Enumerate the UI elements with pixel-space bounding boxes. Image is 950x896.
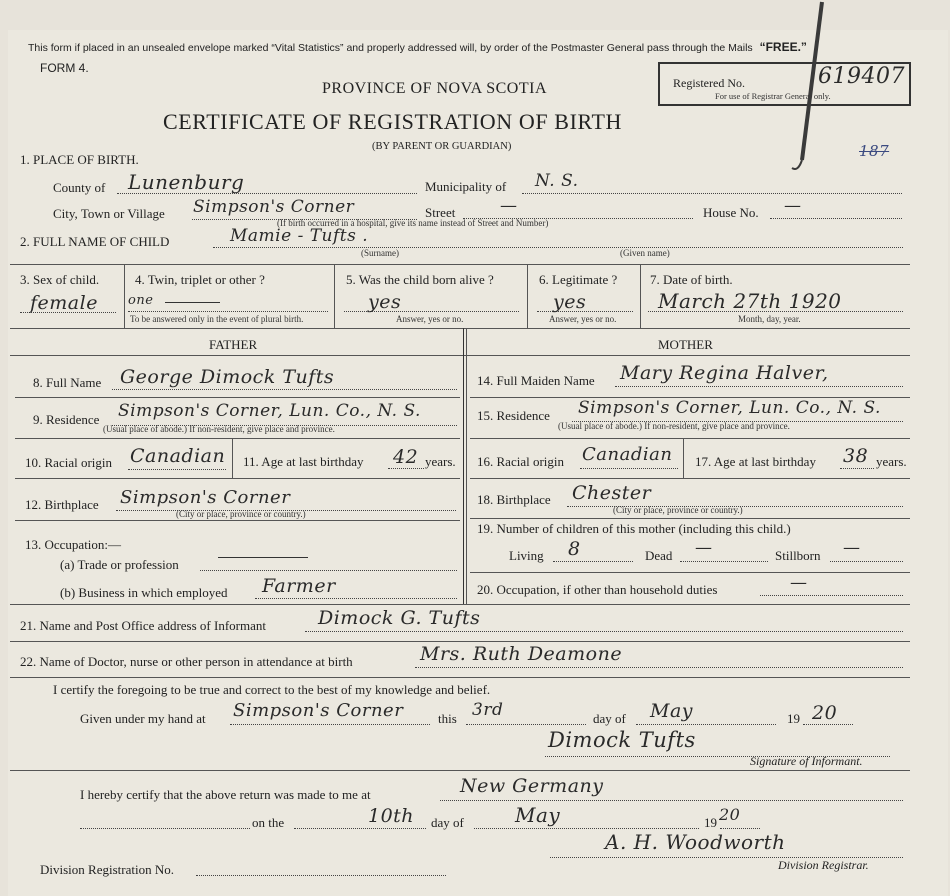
cert-year-line [803,724,853,725]
certification-rule [10,770,910,771]
row3-divider-3 [527,264,528,328]
stillborn-value: — [843,538,861,558]
mother-birthplace-label: 18. Birthplace [477,492,551,507]
mother-name-line [615,386,903,387]
place-of-birth-label: 1. PLACE OF BIRTH. [20,152,139,167]
mother-age-value: 38 [843,445,869,467]
mother-years-label: years. [876,454,907,469]
living-value: 8 [568,538,581,560]
division-reg-no-line [196,875,446,876]
certify-statement: I certify the foregoing to be true and correct to the best of my knowledge and belief. [53,682,491,697]
cert-day-line [466,724,586,725]
mother-row-rule-4 [470,518,910,519]
child-name-line [213,247,903,248]
side-number: 187 [859,142,890,160]
father-row-rule-2 [15,438,460,439]
house-value: — [784,196,802,216]
registered-number: 619407 [818,64,905,89]
county-value: Lunenburg [128,170,245,194]
municipality-line [522,193,902,194]
father-racial-value: Canadian [130,445,226,467]
street-label: Street [425,205,456,220]
province-heading: PROVINCE OF NOVA SCOTIA [322,80,548,97]
father-racial-label: 10. Racial origin [25,455,113,470]
legitimate-value: yes [553,291,587,313]
reg-day-value: 10th [368,805,415,827]
living-line [553,561,633,562]
reg-year-prefix: 19 [704,815,717,830]
father-birthplace-value: Simpson's Corner [120,487,291,508]
alive-value: yes [368,291,402,313]
mother-birthplace-value: Chester [572,482,652,504]
mother-row-rule-5 [470,572,910,573]
pencil-stroke-path [802,2,822,160]
alive-note: Answer, yes or no. [396,314,464,324]
stillborn-line [830,561,903,562]
child-name-value: Mamie - Tufts . [230,226,369,246]
trade-line [200,570,457,571]
county-label: County of [53,180,106,195]
cert-month-line [636,724,776,725]
on-the-label: on the [252,815,285,830]
informant-rule [10,641,910,642]
row3-divider-4 [640,264,641,328]
reg-day-line [294,828,426,829]
twin-line [128,311,328,312]
father-name-value: George Dimock Tufts [120,366,335,388]
registrar-caption: Division Registrar. [778,858,869,872]
row3-divider-1 [124,264,125,328]
city-label: City, Town or Village [53,206,165,221]
registrar-use-note: For use of Registrar General only. [715,91,831,101]
return-place-line [440,800,903,801]
certificate-title: CERTIFICATE OF REGISTRATION OF BIRTH [163,109,622,134]
child-name-label: 2. FULL NAME OF CHILD [20,234,170,249]
twin-label: 4. Twin, triplet or other ? [135,272,265,287]
date-of-birth-label: 7. Date of birth. [650,272,733,287]
reg-year-line [720,828,760,829]
mother-racial-line [580,468,678,469]
dead-label: Dead [645,548,673,563]
parents-center-divider-2 [466,328,467,604]
street-value: — [500,196,518,216]
reg-month-value: May [515,803,561,827]
business-value: Farmer [262,575,336,597]
parents-bottom-rule [10,604,910,605]
hospital-note: (If birth occurred in a hospital, give its name instead of Street and Number) [277,218,549,228]
pencil-stroke-hook [792,160,802,169]
postal-notice-text: This form if placed in an unsealed envelope marked “Vital Statistics” and properly addressed will, by order of the Postmaster General pass through the Mails [28,42,753,54]
informant-signature-caption: Signature of Informant. [750,754,863,768]
mother-age-line [840,468,874,469]
father-row-rule-3 [15,478,460,479]
cert-year-value: 20 [812,702,838,724]
mother-age-label: 17. Age at last birthday [695,454,816,469]
given-place-value: Simpson's Corner [233,700,404,721]
municipality-label: Municipality of [425,179,507,194]
mother-row-rule-2 [470,438,910,439]
given-name-caption: (Given name) [620,248,670,258]
father-racial-line [128,469,226,470]
mother-row-rule-3 [470,478,910,479]
sex-label: 3. Sex of child. [20,272,100,287]
cert-day-value: 3rd [472,700,504,720]
certificate-subtitle: (BY PARENT OR GUARDIAN) [372,141,512,152]
cert-year-prefix: 19 [787,711,800,726]
postal-free: “FREE.” [759,40,807,54]
informant-signature: Dimock Tufts [548,728,696,752]
doctor-label: 22. Name of Doctor, nurse or other person in attendance at birth [20,654,353,669]
dead-value: — [695,538,713,558]
mother-racial-value: Canadian [582,444,673,465]
mother-name-label: 14. Full Maiden Name [477,373,595,388]
mother-occupation-value: — [790,573,808,593]
informant-value: Dimock G. Tufts [318,607,481,629]
parents-center-divider [463,328,464,604]
cert-month-value: May [650,700,694,722]
twin-value: one [128,293,154,308]
business-label: (b) Business in which employed [60,585,228,600]
informant-label: 21. Name and Post Office address of Informant [20,618,266,633]
mother-name-value: Mary Regina Halver, [620,362,829,384]
postal-notice [28,40,807,54]
registered-label: Registered No. [673,76,745,90]
municipality-value: N. S. [535,171,579,191]
surname-caption: (Surname) [361,248,399,258]
row3-bottom-rule [10,328,910,329]
mother-heading: MOTHER [658,337,713,352]
city-value: Simpson's Corner [193,197,355,217]
mother-birthplace-note: (City or place, province or country.) [613,505,743,515]
father-age-label: 11. Age at last birthday [243,454,364,469]
father-name-line [112,389,457,390]
informant-line [305,631,903,632]
trade-label: (a) Trade or profession [60,557,179,572]
cert-day-of-label: day of [593,711,626,726]
mother-occupation-label: 20. Occupation, if other than household duties [477,582,718,597]
father-age-line [388,468,424,469]
legitimate-label: 6. Legitimate ? [539,272,618,287]
mother-racial-label: 16. Racial origin [477,454,565,469]
father-residence-note: (Usual place of abode.) If non-resident, give place and province. [103,424,335,434]
mother-residence-value: Simpson's Corner, Lun. Co., N. S. [578,398,881,418]
dead-line [680,561,768,562]
this-label: this [438,711,457,726]
father-residence-label: 9. Residence [33,412,100,427]
return-label: I hereby certify that the above return was made to me at [80,787,371,802]
father-occupation-label: 13. Occupation:— [25,537,122,552]
twin-note: To be answered only in the event of plural birth. [130,314,304,324]
mother-racial-divider [683,438,684,478]
on-the-lead-line [80,828,250,829]
doctor-line [415,667,903,668]
mother-residence-note: (Usual place of abode.) If non-resident, give place and province. [558,421,790,431]
pencil-stroke [760,0,840,170]
sex-value: female [30,292,98,314]
house-label: House No. [703,205,759,220]
given-place-line [230,724,430,725]
row3-divider-2 [334,264,335,328]
father-residence-value: Simpson's Corner, Lun. Co., N. S. [118,401,421,421]
father-heading: FATHER [209,337,258,352]
children-count-label: 19. Number of children of this mother (including this child.) [477,521,791,536]
father-birthplace-note: (City or place, province or country.) [176,509,306,519]
legitimate-note: Answer, yes or no. [549,314,617,324]
parents-heading-rule [10,355,910,356]
father-name-label: 8. Full Name [33,375,102,390]
reg-day-of-label: day of [431,815,464,830]
doctor-value: Mrs. Ruth Deamone [420,643,623,665]
return-place-value: New Germany [460,775,604,797]
reg-year-value: 20 [719,805,741,824]
father-age-value: 42 [393,446,419,468]
trade-dash [218,557,308,558]
date-of-birth-note: Month, day, year. [738,314,801,324]
row3-top-rule [10,264,910,265]
father-row-rule-1 [15,397,460,398]
reg-month-line [474,828,699,829]
living-label: Living [509,548,544,563]
house-line [770,218,902,219]
father-years-label: years. [425,454,456,469]
business-line [255,598,457,599]
form-number: FORM 4. [40,61,89,75]
father-birthplace-label: 12. Birthplace [25,497,99,512]
twin-dash [165,302,220,303]
given-under-label: Given under my hand at [80,711,206,726]
doctor-rule [10,677,910,678]
date-of-birth-value: March 27th 1920 [658,289,842,313]
mother-occupation-line [760,595,903,596]
father-row-rule-4 [15,520,460,521]
alive-label: 5. Was the child born alive ? [346,272,494,287]
father-racial-divider [232,438,233,478]
registrar-signature: A. H. Woodworth [605,830,786,854]
division-reg-no-label: Division Registration No. [40,862,174,877]
mother-residence-label: 15. Residence [477,408,550,423]
stillborn-label: Stillborn [775,548,821,563]
